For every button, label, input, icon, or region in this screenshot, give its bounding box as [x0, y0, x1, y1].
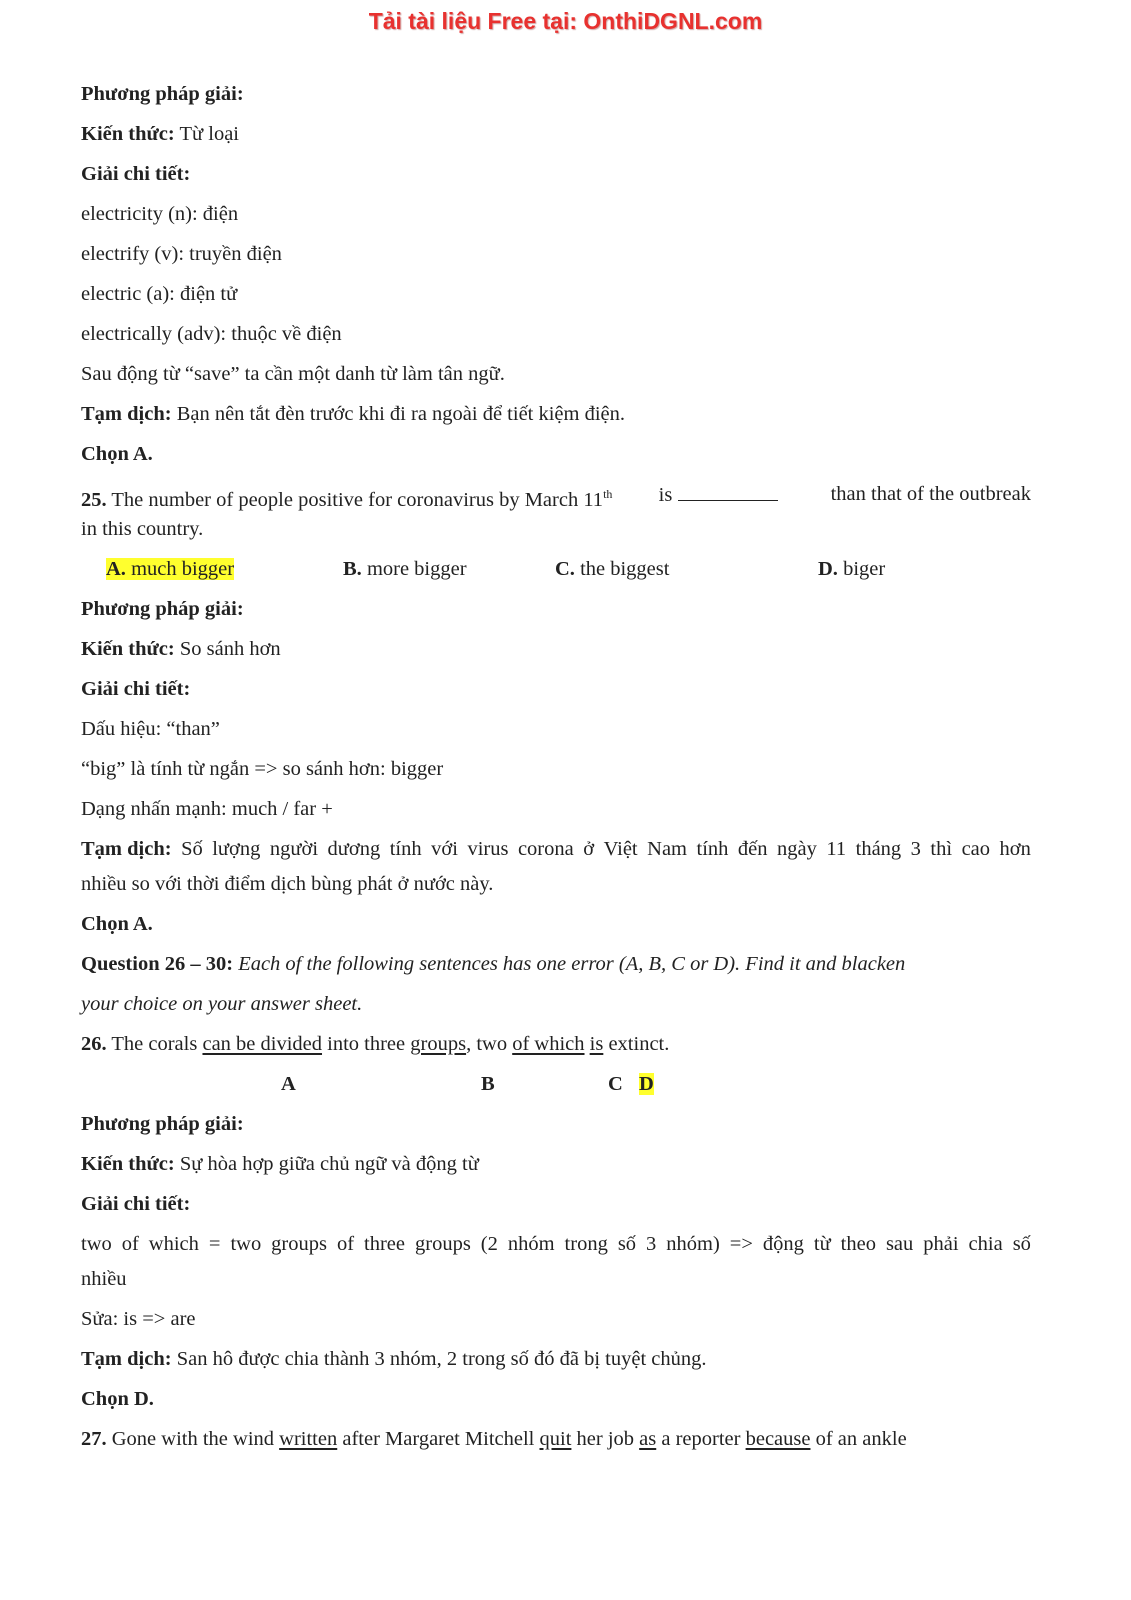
q25-stem-part-a — [81, 482, 612, 512]
translation-value: Bạn nên tắt đèn trước khi đi ra ngoài để tiết kiệm điện. — [176, 403, 626, 425]
word: tính — [389, 838, 422, 860]
knowledge-label: Kiến thức: — [81, 638, 175, 660]
section-instruction-line-2: your choice on your answer sheet. — [81, 993, 363, 1015]
option-letter: D. — [818, 558, 838, 580]
word: two — [81, 1233, 112, 1255]
q24-knowledge — [81, 122, 239, 146]
word: ở — [583, 838, 595, 860]
q24-translation — [81, 402, 625, 426]
site-header-banner: Tải tài liệu Free tại: OnthiDGNL.com — [368, 8, 763, 34]
q25-knowledge — [81, 637, 281, 661]
word: động — [762, 1233, 804, 1255]
word: số — [617, 1233, 637, 1255]
underlined-option-d: is — [589, 1033, 604, 1055]
translation-value: San hô được chia thành 3 nhóm, 2 trong số đó đã bị tuyệt chủng. — [176, 1348, 707, 1370]
text-part: The corals — [111, 1033, 198, 1055]
section-text: Each of the following sentences has one error (A, B, C or D). Find it and blacken — [238, 953, 906, 975]
q24-line-5: Sau động từ “save” ta cần một danh từ làm tân ngữ. — [81, 363, 505, 385]
word: Số — [181, 838, 203, 860]
q26-fix: Sửa: is => are — [81, 1308, 196, 1330]
q25-line-1: Dấu hiệu: “than” — [81, 718, 220, 740]
word: tháng — [855, 838, 902, 860]
knowledge-label: Kiến thức: — [81, 1153, 175, 1175]
highlight-answer: D — [639, 1073, 654, 1095]
word: three — [364, 1233, 406, 1255]
q25-line-3: Dạng nhấn mạnh: much / far + — [81, 798, 333, 820]
section-instruction-line-1 — [81, 952, 905, 976]
option-letter: B. — [343, 558, 362, 580]
word: phải — [923, 1233, 959, 1255]
knowledge-value: Từ loại — [179, 123, 239, 145]
q25-number: 25. — [81, 488, 107, 511]
option-letter: A. — [106, 558, 126, 580]
text-part: her job — [576, 1428, 635, 1450]
word: (2 — [480, 1233, 498, 1255]
option-text: much bigger — [131, 558, 235, 580]
translation-label: Tạm dịch: — [81, 838, 172, 860]
q26-detail-heading: Giải chi tiết: — [81, 1193, 191, 1215]
text-part: Gone with the wind — [111, 1428, 275, 1450]
q25-question-line-1 — [81, 482, 1031, 512]
q25-answer: Chọn A. — [81, 913, 153, 935]
q25-sup: th — [603, 487, 613, 501]
word: hơn — [999, 838, 1031, 860]
word: Nam — [647, 838, 687, 860]
underlined-option-c: as — [639, 1428, 657, 1450]
word: sau — [885, 1233, 914, 1255]
option-letter: C. — [555, 558, 575, 580]
word: đến — [737, 838, 768, 860]
underlined-option-a: written — [279, 1428, 338, 1450]
knowledge-label: Kiến thức: — [81, 123, 175, 145]
word: lượng — [212, 838, 261, 860]
q24-answer: Chọn A. — [81, 443, 153, 465]
word: từ — [813, 1233, 831, 1255]
q24-line-3: electric (a): điện tử — [81, 283, 238, 305]
word: tính — [696, 838, 729, 860]
q26-letter-d — [639, 1072, 654, 1096]
q25-question-line-2: in this country. — [81, 518, 204, 540]
word: ngày — [777, 838, 817, 860]
text-part: extinct. — [608, 1033, 670, 1055]
word: dương — [327, 838, 381, 860]
translation-label: Tạm dịch: — [81, 403, 172, 425]
q26-letter-b: B — [481, 1073, 495, 1095]
q25-detail-heading: Giải chi tiết: — [81, 678, 191, 700]
knowledge-value: So sánh hơn — [179, 638, 281, 660]
text-part: a reporter — [661, 1428, 741, 1450]
q25-method-heading: Phương pháp giải: — [81, 598, 244, 620]
option-text: more bigger — [366, 558, 467, 580]
q26-answer: Chọn D. — [81, 1388, 154, 1410]
q26-letter-a: A — [281, 1073, 296, 1095]
word: 3 — [646, 1233, 657, 1255]
word: người — [269, 838, 319, 860]
q25-translation-line-1 — [81, 837, 1031, 861]
q25-option-d — [818, 557, 885, 581]
q25-translation-line-2: nhiều so với thời điểm dịch bùng phát ở nước này. — [81, 873, 494, 895]
q27-number: 27. — [81, 1428, 107, 1450]
q26-translation — [81, 1347, 707, 1371]
answer-blank — [678, 482, 778, 501]
q25-text-a: The number of people positive for coronavirus by March 11 — [111, 488, 604, 511]
q26-sentence — [81, 1032, 669, 1056]
q25-stem-part-b — [659, 482, 785, 512]
word: groups — [271, 1233, 327, 1255]
word: virus — [467, 838, 509, 860]
word: số — [1012, 1233, 1031, 1255]
q24-line-2: electrify (v): truyền điện — [81, 243, 282, 265]
q25-option-c — [555, 557, 669, 581]
word: thì — [930, 838, 953, 860]
text-part: of an ankle — [815, 1428, 907, 1450]
option-text: the biggest — [580, 558, 670, 580]
underlined-option-c: of which — [512, 1033, 585, 1055]
word: groups — [415, 1233, 471, 1255]
q25-line-2: “big” là tính từ ngắn => so sánh hơn: bigger — [81, 758, 444, 780]
section-label: Question 26 – 30: — [81, 953, 234, 975]
word: 11 — [826, 838, 847, 860]
word: => — [729, 1233, 753, 1255]
q25-option-a — [106, 557, 234, 581]
word: two — [230, 1233, 262, 1255]
q26-number: 26. — [81, 1033, 107, 1055]
q24-detail-heading: Giải chi tiết: — [81, 163, 191, 185]
word: theo — [840, 1233, 876, 1255]
word: chia — [968, 1233, 1003, 1255]
word: trong — [564, 1233, 608, 1255]
underlined-option-b: quit — [539, 1428, 572, 1450]
word: = — [208, 1233, 221, 1255]
text-part: after Margaret Mitchell — [342, 1428, 535, 1450]
q24-line-4: electrically (adv): thuộc về điện — [81, 323, 342, 345]
word: Việt — [603, 838, 638, 860]
q25-option-b — [343, 557, 467, 581]
word: of — [336, 1233, 355, 1255]
word: of — [121, 1233, 139, 1255]
word: nhóm) — [666, 1233, 720, 1255]
text-part: into three — [327, 1033, 406, 1055]
q24-line-1: electricity (n): điện — [81, 203, 239, 225]
highlight-answer — [106, 558, 234, 580]
word: which — [148, 1233, 199, 1255]
option-text: biger — [843, 558, 886, 580]
word: cao — [961, 838, 991, 860]
word: nhóm — [507, 1233, 555, 1255]
text-part: , two — [466, 1033, 508, 1055]
translation-label: Tạm dịch: — [81, 1348, 172, 1370]
q26-method-heading: Phương pháp giải: — [81, 1113, 244, 1135]
word: corona — [517, 838, 574, 860]
q24-method-heading: Phương pháp giải: — [81, 83, 244, 105]
knowledge-value: Sự hòa hợp giữa chủ ngữ và động từ — [179, 1153, 479, 1175]
q27-sentence — [81, 1427, 907, 1451]
q26-knowledge — [81, 1152, 479, 1176]
q26-detail-line-1 — [81, 1232, 1031, 1256]
q25-text-b: is — [658, 484, 673, 506]
q26-detail-line-2: nhiều — [81, 1268, 127, 1290]
q26-letter-c: C — [608, 1073, 623, 1095]
q25-text-c: than that of the outbreak — [830, 483, 1031, 505]
word: với — [431, 838, 458, 860]
underlined-option-d: because — [745, 1428, 811, 1450]
word: 3 — [910, 838, 921, 860]
underlined-option-a: can be divided — [202, 1033, 323, 1055]
underlined-option-b: groups — [410, 1033, 467, 1055]
